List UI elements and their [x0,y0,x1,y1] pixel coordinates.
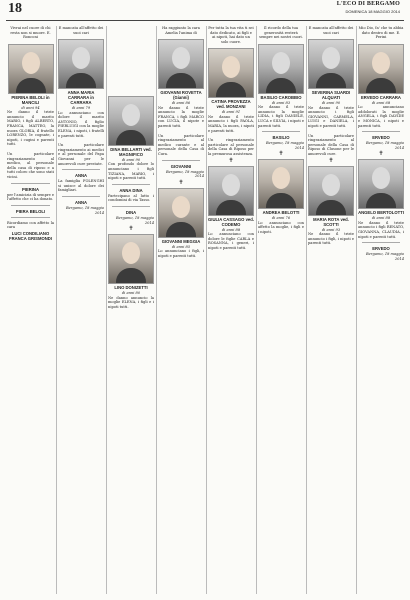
deceased-name: ANNA DINA [119,187,143,193]
notice-text: Lo annunciano addolorati la moglie ANGELA, i figli DAVIDE e MONICA, i nipoti e parenti tutti. [358,105,404,128]
deceased-age: di anni 76 [271,216,291,221]
deceased-name: PIERINA [22,186,39,192]
notice-place-date: Bergamo, 18 maggio 2014 [366,141,404,150]
deceased-name: ANDREA BELOTTI [262,210,300,216]
portrait-photo [258,44,304,94]
notice-place-date: Bergamo, 18 maggio 2014 [116,215,154,225]
deceased-name: PIERINA BELOLI in MANCILI [11,94,50,105]
deceased-name: PIERA BELOLI [15,208,46,214]
notice-text: per l'amicizia di sempre e l'affetto che ci ha donato. [7,192,54,202]
notice-text: Ne danno il triste annuncio il marito MARIO, i figli ALBERTO, FRANCA, MATTEO, la nuora GLORIA, il fratello LORENZO, le cognate, i nipoti, i cugini e parenti tutti. [7,110,54,147]
deceased-name: GIOVANNI [170,163,192,169]
notice-intro: È mancata all'affetto dei suoi cari [308,26,354,35]
portrait-photo [208,48,254,98]
column-rule [56,26,57,594]
cross-icon: ✝ [178,178,184,186]
portrait-photo [108,96,154,146]
notice-place-date: Bergamo, 18 maggio 2014 [366,252,404,261]
deceased-age: di anni 79 [71,106,91,111]
portrait-photo [258,159,304,209]
notice-text: Ricordiamo con affetto la cara [7,220,54,230]
deceased-age: di anni 91 [221,110,241,115]
notice-text: Lo annunciano con affetto la moglie, i figli e i nipoti. [258,220,304,234]
notice-text: Con profondo dolore lo annunciano i figli TIZIANA, MARIO, i nipoti e parenti tutti. [108,162,154,181]
deceased-name: ERVEDO [372,135,390,141]
portrait-photo [58,39,104,89]
deceased-age: di anni 93 [321,227,341,232]
deceased-age: di anni 88 [371,216,391,221]
notice-place-date: Bergamo, 18 maggio 2014 [166,169,204,179]
notice-intro: È mancata all'affetto dei suoi cari [58,26,104,35]
column-rule [106,26,107,594]
page-number: 18 [8,1,22,16]
deceased-age: di anni 90 [321,101,341,106]
notice-place-date: Bergamo, 18 maggio 2014 [266,141,304,150]
deceased-name: ANNA [74,199,88,205]
portrait-photo [8,44,54,94]
notice-text: Lo annunciano i figli, i nipoti e parenti tutti. [158,249,204,258]
notice-place-date: Bergamo, 18 maggio 2014 [66,205,104,215]
obituary-column-1 [7,26,54,596]
deceased-age: di anni 90 [121,158,141,162]
issue-date: DOMENICA 18 MAGGIO 2014 [345,9,400,14]
portrait-photo [358,159,404,209]
column-rule [256,26,257,594]
notice-text: Ne danno il triste annuncio la moglie FRANCA, i figli MARCO con LUCIA, il nipote e parenti tutti. [158,105,204,128]
portrait-photo [358,44,404,94]
cross-icon: ✝ [128,225,134,233]
deceased-name: ANNA MARIA CARRARA in CARRARA [67,90,95,106]
deceased-name: DINA [125,209,137,215]
notice-text: La famiglia FOLENGHI si unisce al dolore dei famigliari. [58,179,104,193]
portrait-photo [158,188,204,238]
notice-text: Ne danno il triste annuncio i figli GIOVANNI, CARMELA, LUIGI e DANIELA, i nipoti e parenti tutti. [308,105,354,128]
deceased-name: SEVERINA SUARDI ALQUATI [311,90,351,101]
notice-intro: Il ricordo della tua generosità resterà sempre nei nostri cuori. [259,26,303,40]
deceased-age: di anni 83 [271,100,291,105]
obituary-column-7 [308,26,354,596]
obituary-column-5 [208,26,254,596]
deceased-name: DINA BELLARTI ved. MAGNIFICO [110,147,152,157]
column-rule [206,26,207,594]
notice-text: Ne danno il triste annuncio la moglie LIDIA, i figli DANIELE, LUCA e SILVIA, i nipoti e parenti tutti. [258,105,304,128]
column-rule [356,26,357,594]
deceased-name: ERVEDO [372,246,390,252]
portrait-photo [208,166,254,216]
portrait-photo [108,234,154,284]
deceased-name: ERVEDO CARRARA [361,94,401,100]
obituary-column-8 [358,26,404,596]
deceased-age: di anni 80 [121,291,141,296]
portrait-photo [308,166,354,216]
column-rule [156,26,157,594]
notice-text: Un particolare ringraziamento al medico, al personale della casa di riposo e a tutti coloro che sono stati vicini. [7,151,54,179]
column-rule [306,26,307,594]
obituary-column-6 [258,26,304,596]
notice-text: Un particolare ringraziamento ai medici e al personale del Papa Giovanni per le amorevoli cure prestate. [58,143,104,166]
deceased-name: ANGELO BERTOLOTTI [358,210,404,216]
newspaper-name: L'ECO DI BERGAMO [336,1,400,7]
cross-icon: ✝ [278,150,284,158]
obituary-column-4 [158,26,204,596]
deceased-name: ANNA [74,173,88,179]
portrait-photo [158,39,204,89]
notice-text: Un particolare ringraziamento al personale della Casa di Riposo di Clusone per le amorevoli cure. [308,133,354,156]
notice-intro: Per tutta la tua vita ti sei dato dedicato, ai figli e ai nipoti, hai dato un solo cuore. [208,26,254,44]
notice-text: Partecipano al lutto i condomini di via Tasso. [108,193,154,203]
deceased-name: BASILIO [272,135,290,141]
notice-text: Ne danno il triste annuncio i figli, i nipoti e parenti tutti. [308,231,354,246]
deceased-name: GIOVANNI MEGGIA [161,238,201,244]
deceased-age: di anni 85 [171,244,191,249]
notice-text: Ne danno annuncio la moglie ELENA, i figli e i nipoti tutti. [108,295,154,309]
notice-text: Lo annunciano con dolore le figlie CARLA e ROSANNA, i generi, i nipoti e parenti tutti. [208,231,254,250]
deceased-name: CATINA PROVEZZA ved. MONZANI [211,99,251,110]
notice-intro: Vivrai nel cuore di chi resta non si muore. E. Ronconi [10,26,51,40]
deceased-name: LINO DONIZETTI [114,285,148,291]
cross-icon: ✝ [328,156,334,164]
cross-icon: ✝ [378,150,384,158]
deceased-name: BASILIO CAROBBIO [260,94,302,100]
obituary-column-2 [58,26,104,596]
deceased-age: di anni 94 [21,105,40,110]
deceased-name: GIULIA CASSAGO ved. CODEMO [208,216,254,227]
deceased-age: di anni 88 [221,227,241,232]
cross-icon: ✝ [228,156,234,164]
deceased-age: di anni 86 [171,101,191,106]
notice-text: Ne danno il triste annuncio i figli RENATO, GIOVANNA, CLAUDIA, i nipoti e parenti tutti. [358,220,404,239]
deceased-age: di anni 68 [371,100,391,105]
notice-text: Un particolare ringraziamento al medico curante e al personale della Casa di Cura. [158,133,204,156]
notice-intro: Mio Dio, fa' che tu abbia dato dentro di me. E. Perini [358,26,404,40]
page-header [6,0,404,21]
notice-text: Lo annunciano con dolore il marito ANTONIO, il figlio PIERLUIGI con la moglie ELENA, i nipoti, i fratelli e parenti tutti. [58,110,104,138]
notice-text: Un ringraziamento particolare al personale della Casa di Riposo per la premurosa assistenza. [208,138,254,156]
deceased-name: LUCI CONDILIANO FRANCA GRISMONDI [9,230,52,241]
notice-text: Ne danno il triste annuncio i figli PAOLA, MARIA, la nuora, i nipoti e parenti tutti. [208,114,254,133]
deceased-name: GIOVANNI ROVETTA (Gianni) [160,90,202,101]
deceased-name: MARIA ROTA ved. SCOTTI [313,216,349,227]
obituary-column-3 [108,26,154,596]
notice-intro: Ha raggiunto la cara Amelia l'anima di [162,26,200,35]
portrait-photo [308,39,354,89]
